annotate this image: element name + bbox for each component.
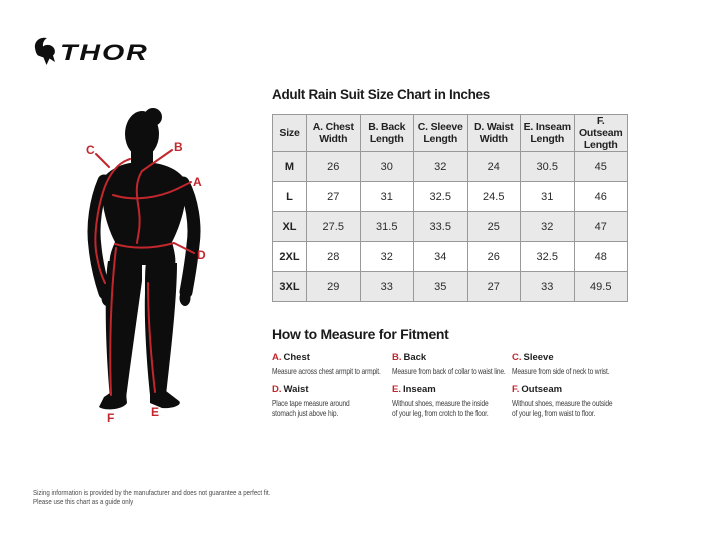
measure-item-label xyxy=(272,384,392,395)
measure-item-waist xyxy=(272,384,392,418)
table-cell: 24.5 xyxy=(467,182,521,212)
measure-item-label xyxy=(512,352,628,363)
measure-item-inseam xyxy=(392,384,512,418)
measure-name: Chest xyxy=(283,352,310,363)
measure-letter: E. xyxy=(392,384,401,395)
figure-label-a: A xyxy=(193,175,202,189)
figure-left-foot xyxy=(99,393,127,409)
table-cell: 34 xyxy=(414,242,468,272)
figure-label-f: F xyxy=(107,411,115,425)
row-size-label: M xyxy=(273,152,307,182)
column-header-chest: A. Chest Width xyxy=(307,115,361,152)
measure-name: Sleeve xyxy=(523,352,554,363)
measure-description: Measure from back of collar to waist line. xyxy=(392,366,506,376)
column-header-waist: D. Waist Width xyxy=(467,115,521,152)
table-row-m xyxy=(273,152,628,182)
figure-label-e: E xyxy=(151,405,160,419)
column-header-sleeve: C. Sleeve Length xyxy=(414,115,468,152)
table-cell: 45 xyxy=(574,152,628,182)
row-size-label: 2XL xyxy=(273,242,307,272)
column-header-back: B. Back Length xyxy=(360,115,414,152)
column-header-inseam: E. Inseam Length xyxy=(521,115,575,152)
size-chart-title: Adult Rain Suit Size Chart in Inches xyxy=(272,87,490,102)
measure-guide-heading: How to Measure for Fitment xyxy=(272,326,449,342)
table-cell: 32.5 xyxy=(521,242,575,272)
measure-item-sleeve xyxy=(512,352,628,376)
measure-name: Back xyxy=(403,352,427,363)
disclaimer xyxy=(33,488,322,506)
goat-head-icon xyxy=(35,38,55,65)
body-measurement-figure xyxy=(20,85,260,505)
table-row-l xyxy=(273,182,628,212)
row-size-label: XL xyxy=(273,212,307,242)
table-cell: 30 xyxy=(360,152,414,182)
column-header-outseam: F. Outseam Length xyxy=(574,115,628,152)
brand-wordmark: THOR xyxy=(60,41,149,66)
table-cell: 35 xyxy=(414,272,468,302)
table-cell: 28 xyxy=(307,242,361,272)
table-row-xl xyxy=(273,212,628,242)
measure-item-back xyxy=(392,352,512,376)
measure-description: Without shoes, measure the inside of your leg, from crotch to the floor. xyxy=(392,398,489,418)
sleeve-pointer-line xyxy=(96,154,109,167)
measure-item-outseam xyxy=(512,384,628,418)
column-header-size: Size xyxy=(273,115,307,152)
table-cell: 33 xyxy=(360,272,414,302)
measure-item-label xyxy=(392,384,512,395)
figure-right-arm xyxy=(183,183,194,292)
table-cell: 29 xyxy=(307,272,361,302)
table-cell: 48 xyxy=(574,242,628,272)
thor-logo xyxy=(33,36,155,66)
disclaimer-line-2: Please use this chart as a guide only xyxy=(33,497,134,506)
table-cell: 31 xyxy=(360,182,414,212)
table-cell: 25 xyxy=(467,212,521,242)
chart-section xyxy=(272,86,628,418)
measure-name: Outseam xyxy=(521,384,563,395)
measure-item-chest xyxy=(272,352,392,376)
table-cell: 24 xyxy=(467,152,521,182)
size-chart-table xyxy=(272,114,628,302)
measure-letter: D. xyxy=(272,384,282,395)
measure-item-label xyxy=(392,352,512,363)
table-cell: 32.5 xyxy=(414,182,468,212)
figure-label-d: D xyxy=(197,248,206,262)
figure-torso xyxy=(102,163,186,265)
measure-description: Without shoes, measure the outside of your leg, from waist to floor. xyxy=(512,398,613,418)
table-cell: 32 xyxy=(521,212,575,242)
table-cell: 33.5 xyxy=(414,212,468,242)
measure-guide-grid xyxy=(272,352,628,418)
measure-description: Measure from side of neck to wrist. xyxy=(512,366,610,376)
table-cell: 26 xyxy=(307,152,361,182)
measure-description: Measure across chest armpit to armpit. xyxy=(272,366,381,376)
measure-name: Waist xyxy=(283,384,309,395)
table-cell: 46 xyxy=(574,182,628,212)
table-row-3xl xyxy=(273,272,628,302)
measure-letter: A. xyxy=(272,352,282,363)
measure-name: Inseam xyxy=(402,384,436,395)
table-cell: 31.5 xyxy=(360,212,414,242)
measure-item-label xyxy=(512,384,628,395)
table-row-2xl xyxy=(273,242,628,272)
measure-description: Place tape measure around stomach just above hip. xyxy=(272,398,350,418)
table-header-row xyxy=(273,115,628,152)
figure-hair xyxy=(144,108,162,126)
figure-label-b: B xyxy=(174,140,183,154)
table-cell: 49.5 xyxy=(574,272,628,302)
figure-label-c: C xyxy=(86,143,95,157)
table-cell: 33 xyxy=(521,272,575,302)
disclaimer-line-1: Sizing information is provided by the manufacturer and does not guarantee a perfect fit. xyxy=(33,488,271,497)
table-cell: 31 xyxy=(521,182,575,212)
table-cell: 27 xyxy=(467,272,521,302)
table-cell: 27.5 xyxy=(307,212,361,242)
table-cell: 26 xyxy=(467,242,521,272)
table-cell: 30.5 xyxy=(521,152,575,182)
figure-right-hand xyxy=(180,290,191,306)
measure-letter: B. xyxy=(392,352,402,363)
table-cell: 32 xyxy=(360,242,414,272)
row-size-label: L xyxy=(273,182,307,212)
measure-letter: C. xyxy=(512,352,522,363)
measure-letter: F. xyxy=(512,384,520,395)
row-size-label: 3XL xyxy=(273,272,307,302)
table-cell: 32 xyxy=(414,152,468,182)
table-cell: 27 xyxy=(307,182,361,212)
measure-item-label xyxy=(272,352,392,363)
table-cell: 47 xyxy=(574,212,628,242)
